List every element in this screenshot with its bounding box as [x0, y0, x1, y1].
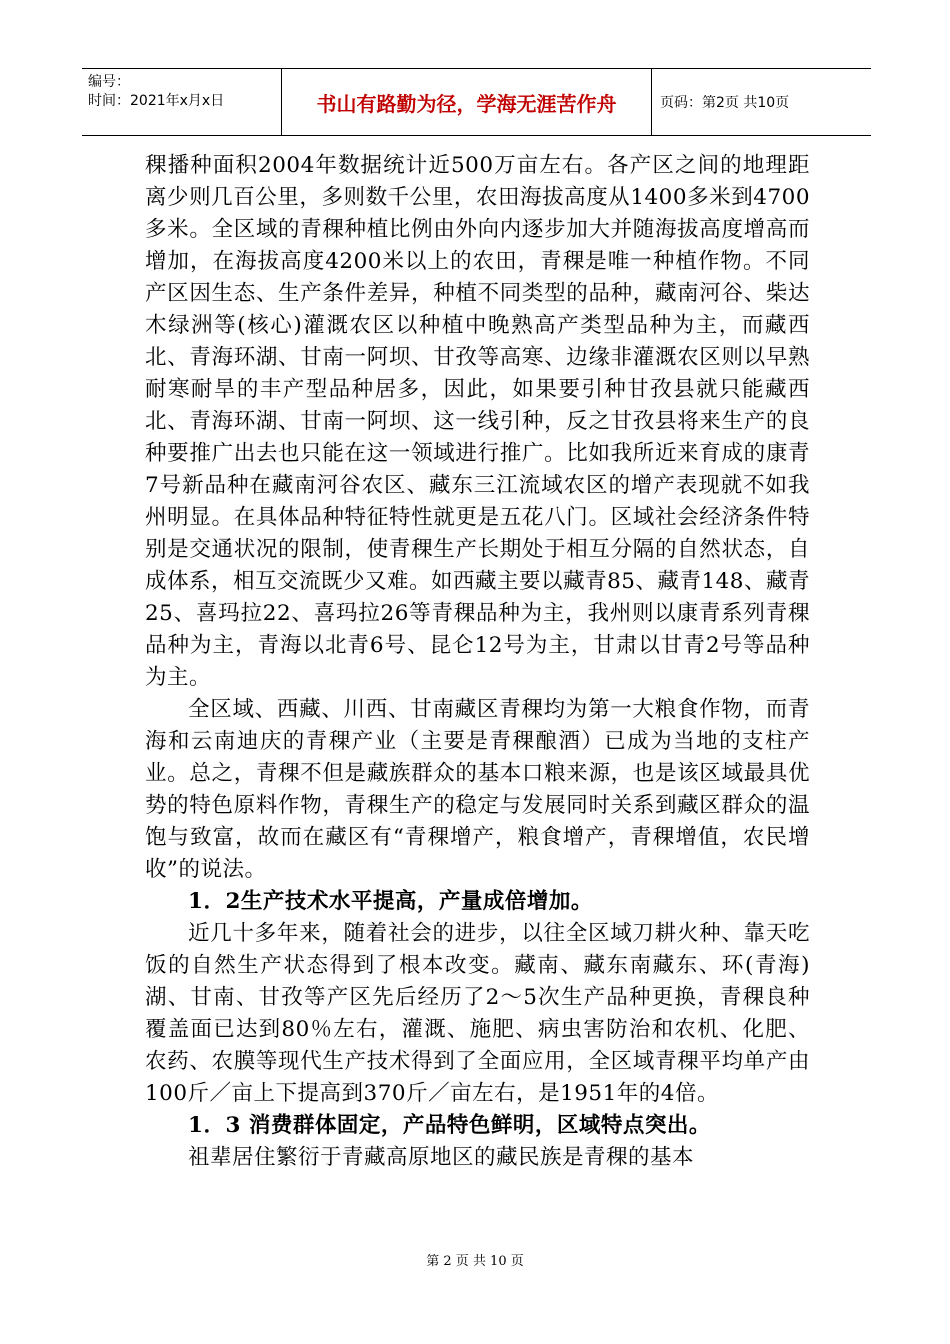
paragraph: 近几十多年来，随着社会的进步，以往全区域刀耕火种、靠天吃饭的自然生产状态得到了根本改变。藏南、藏东南藏东、环(青海)湖、甘南、甘孜等产区先后经历了2～5次生产品种更换，青稞良种覆盖面已达到80％左右，灌溉、施肥、病虫害防治和农机、化肥、农药、农膜等现代生产技术得到了全面应用，全区域青稞平均单产由100斤／亩上下提高到370斤／亩左右，是1951年的4倍。	[145, 921, 810, 1106]
document-body	[145, 150, 810, 1174]
section-heading: 1．2生产技术水平提高，产量成倍增加。	[188, 889, 593, 914]
paragraph: 稞播种面积2004年数据统计近500万亩左右。各产区之间的地理距离少则几百公里，多则数千公里，农田海拔高度从1400多米到4700多米。全区域的青稞种植比例由外向内逐步加大并随海拔高度增高而增加，在海拔高度4200米以上的农田，青稞是唯一种植作物。不同产区因生态、生产条件差异，种植不同类型的品种，藏南河谷、柴达木绿洲等(核心)灌溉农区以种植中晚熟高产类型品种为主，而藏西北、青海环湖、甘南一阿坝、甘孜等高寒、边缘非灌溉农区则以早熟耐寒耐旱的丰产型品种居多，因此，如果要引种甘孜县就只能藏西北、青海环湖、甘南一阿坝、这一线引种，反之甘孜县将来生产的良种要推广出去也只能在这一领域进行推广。比如我所近来育成的康青7号新品种在藏南河谷农区、藏东三江流域农区的增产表现就不如我州明显。在具体品种特征特性就更是五花八门。区域社会经济条件特别是交通状况的限制，使青稞生产长期处于相互分隔的自然状态，自成体系，相互交流既少又难。如西藏主要以藏青85、藏青148、藏青25、喜玛拉22、喜玛拉26等青稞品种为主，我州则以康青系列青稞品种为主，青海以北青6号、昆仑12号为主，甘肃以甘青2号等品种为主。	[145, 153, 810, 690]
section-heading: 1．3 消费群体固定，产品特色鲜明，区域特点突出。	[188, 1113, 711, 1138]
number-label: 编号：	[88, 74, 130, 90]
paragraph: 祖辈居住繁衍于青藏高原地区的藏民族是青稞的基本	[188, 1145, 695, 1170]
page-header	[82, 68, 871, 136]
header-meta	[82, 69, 282, 135]
time-label: 时间：2021年x月x日	[88, 93, 225, 109]
paragraph: 全区域、西藏、川西、甘南藏区青稞均为第一大粮食作物，而青海和云南迪庆的青稞产业（主要是青稞酿酒）已成为当地的支柱产业。总之，青稞不但是藏族群众的基本口粮来源，也是该区域最具优势的特色原料作物，青稞生产的稳定与发展同时关系到藏区群众的温饱与致富，故而在藏区有“青稞增产，粮食增产，青稞增值，农民增收”的说法。	[145, 697, 810, 882]
header-page-info: 页码：第2页 共10页	[660, 95, 790, 111]
header-motto: 书山有路勤为径，学海无涯苦作舟	[282, 69, 652, 135]
page-footer: 第 2 页 共 10 页	[426, 1254, 524, 1269]
